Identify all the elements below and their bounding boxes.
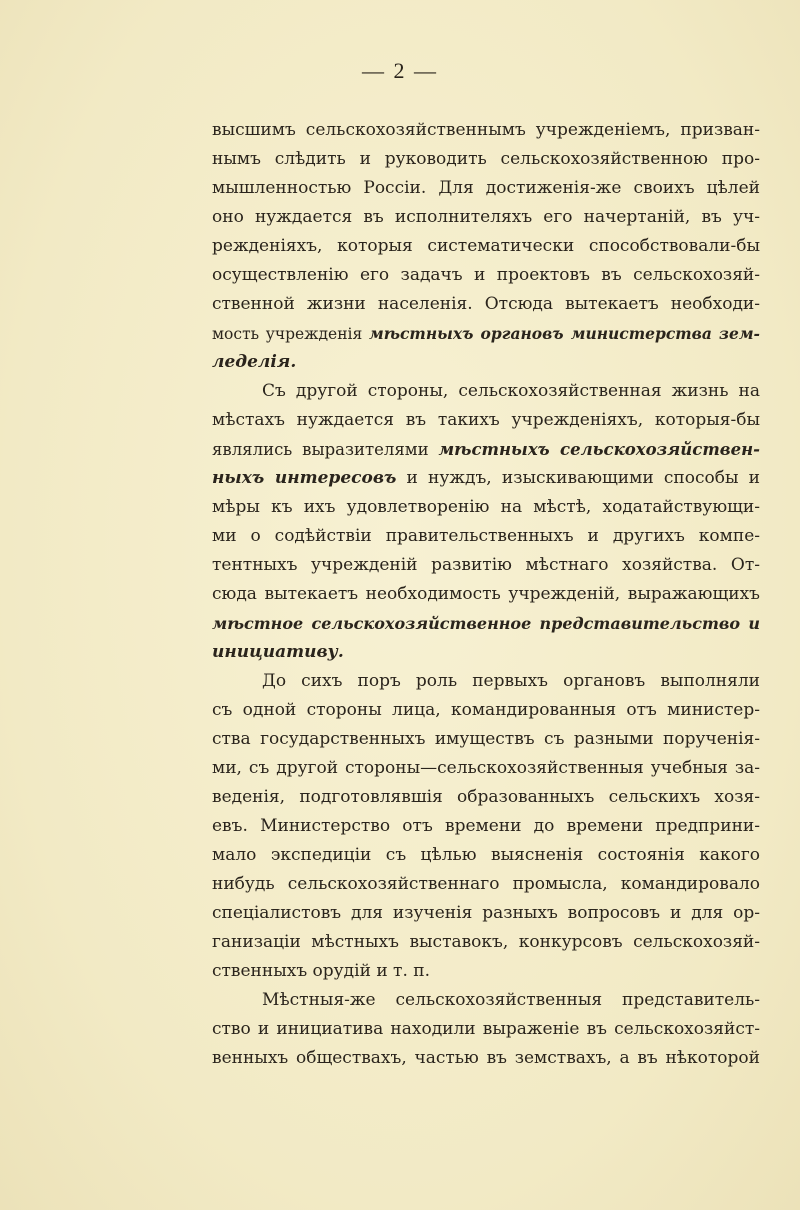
text-run: ми, съ другой стороны—сельскохозяйственныя учебныя за- [212, 758, 760, 778]
text-run: оно нуждается въ исполнителяхъ его начертанiй, въ уч- [212, 207, 760, 227]
text-line [212, 522, 760, 551]
text-run: мѣстахъ нуждается въ такихъ учрежденiяхъ, которыя-бы [212, 410, 760, 430]
text-run: нымъ слѣдить и руководить сельскохозяйственною про- [212, 149, 760, 169]
text-run: ми о содѣйствiи правительственныхъ и другихъ компе- [212, 526, 760, 546]
text-line [212, 841, 760, 870]
italic-text: мѣстное сельскохозяйственное представительство и [212, 614, 760, 633]
text-line [212, 580, 760, 609]
text-line [212, 870, 760, 899]
text-run: Мѣстныя-же сельскохозяйственныя представитель- [262, 990, 760, 1010]
text-run: венныхъ обществахъ, частью въ земствахъ, а въ нѣкоторой [212, 1048, 760, 1068]
text-run: осуществленiю его задачъ и проектовъ въ сельскохозяй- [212, 265, 760, 285]
text-run: тентныхъ учрежденiй развитiю мѣстнаго хозяйства. От- [212, 555, 760, 575]
text-run: мало экспедицiи съ цѣлью выясненiя состоянiя какого [212, 845, 760, 865]
text-run: спецiалистовъ для изученiя разныхъ вопросовъ и для ор- [212, 903, 760, 923]
text-line [212, 1044, 760, 1073]
text-line [212, 116, 760, 145]
text-run: нибудь сельскохозяйственнаго промысла, командировало [212, 874, 760, 894]
text-line [212, 232, 760, 261]
text-line [212, 493, 760, 522]
text-run: и нуждъ, изыскивающими способы и [396, 468, 760, 488]
text-line [212, 754, 760, 783]
text-line [212, 783, 760, 812]
text-line [212, 203, 760, 232]
text-line [212, 812, 760, 841]
italic-text: леделiя. [212, 352, 297, 372]
text-line [212, 551, 760, 580]
italic-text: мѣстныхъ органовъ министерства зем- [368, 324, 760, 343]
text-run: ство и инициатива находили выраженiе въ сельскохозяйст- [212, 1019, 760, 1039]
text-line [212, 464, 760, 493]
text-run: режденiяхъ, которыя систематически способствовали-бы [212, 236, 760, 256]
text-run: мышленностью Россiи. Для достиженiя-же своихъ цѣлей [212, 178, 760, 198]
text-run: съ одной стороны лица, командированныя отъ министер- [212, 700, 760, 720]
text-run: ственной жизни населенiя. Отсюда вытекаетъ необходи- [212, 294, 760, 314]
text-run: Съ другой стороны, сельскохозяйственная жизнь на [262, 381, 760, 401]
text-line [212, 406, 760, 435]
text-line [212, 638, 760, 667]
text-run: мость учрежденiя [212, 325, 369, 343]
text-run: высшимъ сельскохозяйственнымъ учрежденiемъ, призван- [212, 120, 760, 140]
text-line [212, 986, 760, 1015]
italic-text: инициативу. [212, 642, 344, 662]
text-line [212, 957, 760, 986]
body-text [212, 116, 760, 1073]
text-line [212, 609, 760, 638]
italic-text: ныхъ интересовъ [212, 468, 397, 488]
text-run: До сихъ поръ роль первыхъ органовъ выполняли [262, 671, 760, 691]
text-run: евъ. Министерство отъ времени до времени предприни- [212, 816, 760, 836]
italic-text: мѣстныхъ сельскохозяйствен- [438, 440, 760, 459]
text-line [212, 348, 760, 377]
text-line [212, 377, 760, 406]
text-line [212, 261, 760, 290]
text-line [212, 319, 760, 348]
text-line [212, 667, 760, 696]
text-line [212, 290, 760, 319]
text-line [212, 928, 760, 957]
text-line [212, 725, 760, 754]
text-run: являлись выразителями [212, 440, 439, 459]
text-run: веденiя, подготовлявшiя образованныхъ сельскихъ хозя- [212, 787, 760, 807]
text-line [212, 145, 760, 174]
text-line [212, 435, 760, 464]
text-line [212, 174, 760, 203]
text-run: ства государственныхъ имуществъ съ разными порученiя- [212, 729, 760, 749]
text-line [212, 1015, 760, 1044]
page-number: — 2 — [362, 58, 438, 83]
text-run: ственныхъ орудiй и т. п. [212, 961, 430, 981]
text-run: мѣры къ ихъ удовлетворенiю на мѣстѣ, ходатайствующи- [212, 497, 760, 517]
text-run: ганизацiи мѣстныхъ выставокъ, конкурсовъ сельскохозяй- [212, 932, 760, 952]
text-line [212, 696, 760, 725]
text-run: сюда вытекаетъ необходимость учрежденiй, выражающихъ [212, 584, 760, 604]
text-line [212, 899, 760, 928]
